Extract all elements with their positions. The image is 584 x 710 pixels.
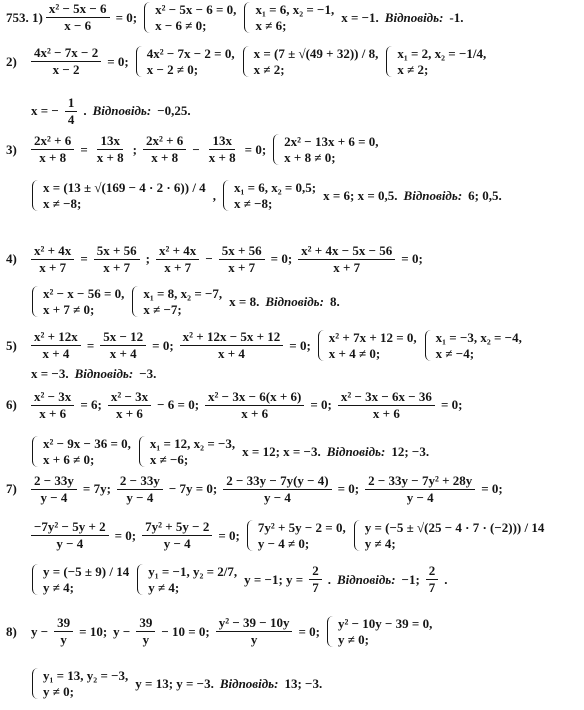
math-text: x = −1. bbox=[341, 9, 379, 25]
fraction bbox=[31, 520, 109, 550]
system-row: x ≠ 6; bbox=[255, 17, 287, 33]
system-rows bbox=[43, 180, 206, 211]
system-row: x ≠ −7; bbox=[143, 301, 182, 317]
problem-number: 753. 1) bbox=[6, 9, 43, 25]
system-row: x ≠ −6; bbox=[149, 451, 189, 467]
problem-number: 3) bbox=[6, 141, 17, 157]
system-row: y − 4 ≠ 0; bbox=[257, 535, 310, 551]
system-row: x ≠ −8; bbox=[233, 195, 273, 211]
math-text: x = 12; x = −3. bbox=[242, 443, 321, 459]
system-rows bbox=[329, 330, 417, 361]
fraction bbox=[223, 474, 331, 504]
fraction bbox=[31, 390, 74, 420]
math-text: y − bbox=[31, 623, 49, 639]
system-brace bbox=[425, 330, 432, 361]
system-rows bbox=[143, 286, 222, 317]
solution-line bbox=[6, 134, 582, 165]
fraction bbox=[100, 330, 146, 360]
equation-system bbox=[354, 520, 545, 551]
fraction-numerator: 5x + 56 bbox=[219, 244, 265, 260]
system-rows bbox=[43, 286, 124, 317]
equation-system bbox=[32, 668, 128, 699]
system-brace bbox=[136, 46, 143, 77]
math-text: = 0; bbox=[244, 141, 267, 157]
fraction bbox=[298, 244, 395, 274]
fraction bbox=[219, 244, 265, 274]
system-row: y = (−5 ± 9) / 14 bbox=[43, 564, 130, 579]
solution-line bbox=[6, 668, 582, 699]
solution-line bbox=[6, 520, 582, 551]
system-row: x² − 5x − 6 = 0, bbox=[155, 2, 237, 17]
math-text: ; bbox=[132, 141, 137, 157]
fraction-numerator: −7y² − 5y + 2 bbox=[31, 520, 109, 536]
fraction-denominator: x + 8 bbox=[208, 150, 236, 166]
fraction-numerator: x² − 3x bbox=[108, 390, 151, 406]
math-text: 12; −3. bbox=[391, 443, 430, 459]
system-rows bbox=[155, 2, 236, 33]
math-text: − bbox=[192, 141, 200, 157]
math-text: = 0; bbox=[218, 527, 240, 543]
fraction-denominator: x + 7 bbox=[39, 259, 67, 275]
math-text: . bbox=[444, 571, 448, 587]
answer-label: Відповідь: bbox=[403, 187, 463, 203]
system-row: x + 4 ≠ 0; bbox=[328, 345, 381, 361]
system-brace bbox=[327, 616, 334, 647]
fraction-denominator: x + 8 bbox=[151, 150, 179, 166]
system-row: y² − 10y − 39 = 0, bbox=[337, 616, 433, 631]
fraction bbox=[156, 244, 199, 274]
system-row: x ≠ 2; bbox=[253, 61, 285, 77]
system-row: x + 6 ≠ 0; bbox=[43, 451, 95, 467]
problem-number: 8) bbox=[6, 623, 17, 639]
system-row: y ≠ 4; bbox=[43, 579, 74, 595]
fraction-denominator: y − 4 bbox=[40, 489, 68, 505]
system-row: x ≠ −4; bbox=[435, 345, 475, 361]
answer-label: Відповідь: bbox=[74, 366, 134, 381]
system-brace bbox=[32, 180, 39, 211]
equation-system bbox=[247, 520, 346, 551]
equation-system bbox=[136, 46, 235, 77]
fraction-numerator: x² + 12x − 5x + 12 bbox=[180, 330, 284, 346]
system-rows bbox=[258, 520, 346, 551]
math-text: −3. bbox=[139, 366, 157, 381]
equation-system bbox=[223, 180, 316, 211]
problem-number: 4) bbox=[6, 251, 17, 267]
fraction-denominator: x + 4 bbox=[109, 346, 137, 362]
math-text: = 0; bbox=[298, 623, 320, 639]
system-rows bbox=[43, 668, 128, 699]
equation-system bbox=[318, 330, 417, 361]
system-row: x₁ = 6, x₂ = 0,5; bbox=[233, 180, 317, 195]
system-rows bbox=[338, 616, 432, 647]
equation-system bbox=[244, 2, 334, 33]
math-text: = bbox=[86, 337, 95, 353]
equation-system bbox=[425, 330, 522, 361]
system-row: y₁ = −1, y₂ = 2/7, bbox=[148, 564, 238, 579]
equation-system bbox=[132, 286, 222, 317]
solution-line bbox=[6, 564, 582, 595]
equation-system bbox=[386, 46, 486, 77]
fraction-numerator: 5x + 56 bbox=[94, 244, 140, 260]
math-text: , bbox=[212, 187, 216, 203]
system-row: x ≠ 2; bbox=[397, 61, 429, 77]
fraction-numerator: x² − 5x − 6 bbox=[46, 2, 110, 18]
equation-system bbox=[327, 616, 432, 647]
answer-label: Відповідь: bbox=[219, 675, 279, 691]
system-rows bbox=[147, 46, 235, 77]
fraction-numerator: 2 − 33y − 7y² + 28y bbox=[365, 474, 475, 490]
system-row: y ≠ 4; bbox=[148, 579, 180, 595]
fraction bbox=[206, 134, 239, 164]
fraction-denominator: x + 4 bbox=[218, 346, 245, 362]
math-text: = 0; bbox=[337, 481, 360, 497]
system-brace bbox=[144, 2, 151, 33]
equation-system bbox=[144, 2, 236, 33]
fraction bbox=[136, 616, 155, 646]
solution-line bbox=[6, 436, 582, 467]
system-row: x₁ = 12, x₂ = −3, bbox=[149, 436, 236, 451]
fraction-numerator: 7y² + 5y − 2 bbox=[142, 520, 212, 536]
system-rows bbox=[284, 134, 378, 165]
math-text: = 0; bbox=[481, 481, 503, 497]
fraction-numerator: 13x bbox=[97, 134, 123, 150]
fraction bbox=[31, 46, 101, 76]
fraction-denominator: x − 2 bbox=[52, 62, 80, 78]
system-rows bbox=[255, 2, 334, 33]
system-rows bbox=[148, 564, 237, 595]
fraction-numerator: 2 bbox=[309, 564, 322, 580]
system-row: x₁ = 6, x₂ = −1, bbox=[255, 2, 335, 17]
system-row: x ≠ −8; bbox=[43, 195, 82, 211]
system-row: x₁ = 8, x₂ = −7, bbox=[143, 286, 223, 301]
equation-system bbox=[32, 180, 206, 211]
fraction-denominator: y − 4 bbox=[56, 536, 84, 552]
math-text: − 10 = 0; bbox=[161, 623, 210, 639]
solution-line bbox=[6, 244, 582, 274]
system-rows bbox=[150, 436, 235, 467]
fraction bbox=[94, 134, 127, 164]
math-text: y − bbox=[113, 623, 131, 639]
math-text: y = −1; y = bbox=[244, 571, 304, 587]
math-text: = 0; bbox=[440, 397, 463, 413]
math-text: = 6; bbox=[80, 397, 102, 413]
math-text: = 0; bbox=[114, 527, 137, 543]
fraction bbox=[216, 616, 293, 646]
answer-label: Відповідь: bbox=[265, 293, 324, 309]
problem-number: 7) bbox=[6, 481, 17, 497]
fraction-denominator: y bbox=[60, 632, 67, 648]
system-brace bbox=[244, 2, 251, 33]
math-text: 8. bbox=[329, 293, 340, 309]
system-brace bbox=[32, 286, 39, 317]
solution-line bbox=[6, 474, 582, 504]
fraction-denominator: 7 bbox=[312, 580, 319, 596]
math-text: − bbox=[205, 251, 213, 267]
equation-system bbox=[243, 46, 379, 77]
system-brace bbox=[137, 564, 144, 595]
fraction bbox=[108, 390, 151, 420]
math-text: . bbox=[83, 103, 87, 119]
fraction-denominator: 4 bbox=[67, 111, 75, 127]
system-rows bbox=[43, 564, 129, 595]
system-brace bbox=[354, 520, 361, 551]
answer-label: Відповідь: bbox=[326, 443, 386, 459]
system-row: x + 7 ≠ 0; bbox=[43, 301, 95, 317]
fraction bbox=[31, 474, 77, 504]
system-brace bbox=[32, 564, 39, 595]
math-text: = 0; bbox=[310, 397, 332, 413]
system-brace bbox=[386, 46, 393, 77]
fraction-numerator: 13x bbox=[209, 134, 235, 150]
solution-line bbox=[6, 366, 582, 382]
solution-line bbox=[6, 330, 582, 361]
fraction-denominator: x + 6 bbox=[241, 405, 269, 421]
solution-line bbox=[6, 390, 582, 420]
problem-number: 6) bbox=[6, 397, 17, 413]
math-text: −1; bbox=[401, 571, 420, 587]
system-row: y₁ = 13, y₂ = −3, bbox=[43, 668, 129, 683]
fraction-denominator: y − 4 bbox=[163, 536, 191, 552]
fraction-numerator: 4x² − 7x − 2 bbox=[31, 46, 101, 62]
fraction-denominator: y bbox=[142, 632, 150, 648]
fraction bbox=[143, 134, 186, 164]
math-text: y = 13; y = −3. bbox=[135, 675, 214, 691]
solution-line bbox=[6, 286, 582, 317]
system-row: x² + 7x + 12 = 0, bbox=[328, 330, 417, 345]
math-text: ; bbox=[145, 251, 150, 267]
fraction-denominator: x − 6 bbox=[64, 18, 92, 34]
math-text: = 0; bbox=[115, 9, 138, 25]
system-brace bbox=[32, 436, 39, 467]
fraction-numerator: x² + 4x bbox=[31, 244, 74, 260]
fraction bbox=[31, 330, 81, 360]
math-text: − 6 = 0; bbox=[157, 397, 200, 413]
fraction-denominator: x + 7 bbox=[103, 259, 131, 275]
equation-system bbox=[32, 286, 124, 317]
fraction-denominator: x + 6 bbox=[39, 405, 67, 421]
system-brace bbox=[32, 668, 39, 699]
system-brace bbox=[132, 286, 139, 317]
system-row: x + 8 ≠ 0; bbox=[284, 149, 336, 165]
problem-number: 2) bbox=[6, 53, 17, 69]
math-text: = 0; bbox=[107, 53, 129, 69]
math-text: − 7y = 0; bbox=[168, 481, 218, 497]
system-rows bbox=[254, 46, 379, 77]
fraction-numerator: x² + 4x bbox=[156, 244, 199, 260]
fraction bbox=[65, 96, 78, 126]
system-row: x − 6 ≠ 0; bbox=[155, 17, 207, 33]
math-text: −0,25. bbox=[157, 103, 191, 119]
fraction bbox=[338, 390, 435, 420]
fraction-numerator: x² + 4x − 5x − 56 bbox=[298, 244, 395, 260]
equation-system bbox=[32, 436, 131, 467]
equation-system bbox=[139, 436, 235, 467]
system-rows bbox=[234, 180, 316, 211]
math-text: = bbox=[80, 141, 88, 157]
system-rows bbox=[397, 46, 486, 77]
math-text: = bbox=[80, 251, 88, 267]
answer-label: Відповідь: bbox=[336, 571, 396, 587]
system-brace bbox=[273, 134, 280, 165]
fraction-denominator: x + 7 bbox=[164, 259, 192, 275]
system-row: x − 2 ≠ 0; bbox=[146, 61, 199, 77]
fraction-denominator: y − 4 bbox=[263, 489, 291, 505]
fraction-denominator: y bbox=[250, 632, 258, 648]
fraction-denominator: x + 8 bbox=[96, 150, 124, 166]
system-brace bbox=[318, 330, 325, 361]
system-row: x₁ = 2, x₂ = −1/4, bbox=[397, 46, 487, 61]
solution-line bbox=[6, 96, 582, 126]
system-row: y ≠ 4; bbox=[364, 535, 396, 551]
fraction-numerator: 39 bbox=[136, 616, 155, 632]
system-row: 2x² − 13x + 6 = 0, bbox=[284, 134, 379, 149]
solution-line bbox=[6, 616, 582, 647]
system-row: x² − x − 56 = 0, bbox=[43, 286, 125, 301]
solution-line bbox=[6, 46, 582, 77]
math-text: = 0; bbox=[401, 251, 423, 267]
fraction-numerator: 2 bbox=[426, 564, 439, 580]
fraction-numerator: 5x − 12 bbox=[100, 330, 146, 346]
system-row: x₁ = −3, x₂ = −4, bbox=[435, 330, 522, 345]
math-text: x = 6; x = 0,5. bbox=[323, 187, 398, 203]
equation-system bbox=[32, 564, 129, 595]
system-row: 7y² + 5y − 2 = 0, bbox=[257, 520, 346, 535]
fraction-numerator: 2x² + 6 bbox=[143, 134, 186, 150]
fraction-numerator: x² − 3x − 6(x + 6) bbox=[205, 390, 304, 406]
fraction bbox=[31, 134, 74, 164]
math-text: 6; 0,5. bbox=[468, 187, 502, 203]
solution-line bbox=[6, 180, 582, 211]
fraction-denominator: x + 4 bbox=[42, 346, 70, 362]
math-text: = 10; bbox=[79, 623, 108, 639]
problem-number: 5) bbox=[6, 337, 17, 353]
system-row: y = (−5 ± √(25 − 4 · 7 · (−2))) / 14 bbox=[364, 520, 545, 535]
fraction-denominator: x + 6 bbox=[372, 405, 400, 421]
equation-system bbox=[273, 134, 378, 165]
math-text: x = 8. bbox=[229, 293, 260, 309]
fraction bbox=[309, 564, 322, 594]
system-row: x = (7 ± √(49 + 32)) / 8, bbox=[253, 46, 379, 61]
math-text: . bbox=[327, 571, 331, 587]
system-row: 4x² − 7x − 2 = 0, bbox=[146, 46, 235, 61]
fraction-numerator: 39 bbox=[54, 616, 73, 632]
system-row: x = (13 ± √(169 − 4 · 2 · 6)) / 4 bbox=[43, 180, 206, 195]
fraction-denominator: y − 4 bbox=[406, 489, 434, 505]
fraction-denominator: x + 8 bbox=[39, 150, 67, 166]
fraction-numerator: 2 − 33y bbox=[31, 474, 77, 490]
system-rows bbox=[365, 520, 545, 551]
fraction bbox=[117, 474, 163, 504]
fraction bbox=[142, 520, 212, 550]
answer-label: Відповідь: bbox=[384, 9, 444, 25]
fraction bbox=[54, 616, 73, 646]
system-brace bbox=[223, 180, 230, 211]
system-row: x² − 9x − 36 = 0, bbox=[43, 436, 131, 451]
fraction-denominator: x + 6 bbox=[116, 405, 143, 421]
math-text: x = −3. bbox=[31, 366, 69, 381]
math-text: = 0; bbox=[270, 251, 293, 267]
fraction-denominator: x + 7 bbox=[228, 259, 256, 275]
fraction-numerator: 2 − 33y bbox=[117, 474, 163, 490]
math-text: = 0; bbox=[289, 337, 311, 353]
math-text: x = − bbox=[31, 103, 59, 119]
fraction-denominator: 7 bbox=[428, 580, 436, 596]
system-brace bbox=[139, 436, 146, 467]
fraction-numerator: 1 bbox=[65, 96, 78, 112]
system-rows bbox=[436, 330, 522, 361]
math-text: 13; −3. bbox=[284, 675, 323, 691]
fraction bbox=[31, 244, 74, 274]
fraction-numerator: x² − 3x bbox=[31, 390, 74, 406]
fraction-numerator: x² + 12x bbox=[31, 330, 81, 346]
fraction bbox=[426, 564, 439, 594]
fraction-numerator: 2x² + 6 bbox=[31, 134, 74, 150]
answer-label: Відповідь: bbox=[92, 103, 152, 119]
fraction bbox=[180, 330, 284, 360]
fraction bbox=[205, 390, 304, 420]
system-row: y ≠ 0; bbox=[337, 631, 369, 647]
fraction-denominator: y − 4 bbox=[126, 489, 154, 505]
fraction-denominator: x + 7 bbox=[333, 259, 361, 275]
math-text: = 7y; bbox=[82, 481, 111, 497]
system-brace bbox=[247, 520, 254, 551]
fraction-numerator: y² − 39 − 10y bbox=[216, 616, 293, 632]
system-rows bbox=[43, 436, 131, 467]
math-text: -1. bbox=[449, 9, 464, 25]
fraction-numerator: x² − 3x − 6x − 36 bbox=[338, 390, 435, 406]
system-brace bbox=[243, 46, 250, 77]
solution-line bbox=[6, 2, 582, 33]
system-row: y ≠ 0; bbox=[43, 683, 74, 699]
math-text: = 0; bbox=[152, 337, 174, 353]
fraction bbox=[46, 2, 110, 32]
fraction bbox=[365, 474, 475, 504]
fraction-numerator: 2 − 33y − 7y(y − 4) bbox=[223, 474, 331, 490]
equation-system bbox=[137, 564, 237, 595]
fraction bbox=[94, 244, 140, 274]
